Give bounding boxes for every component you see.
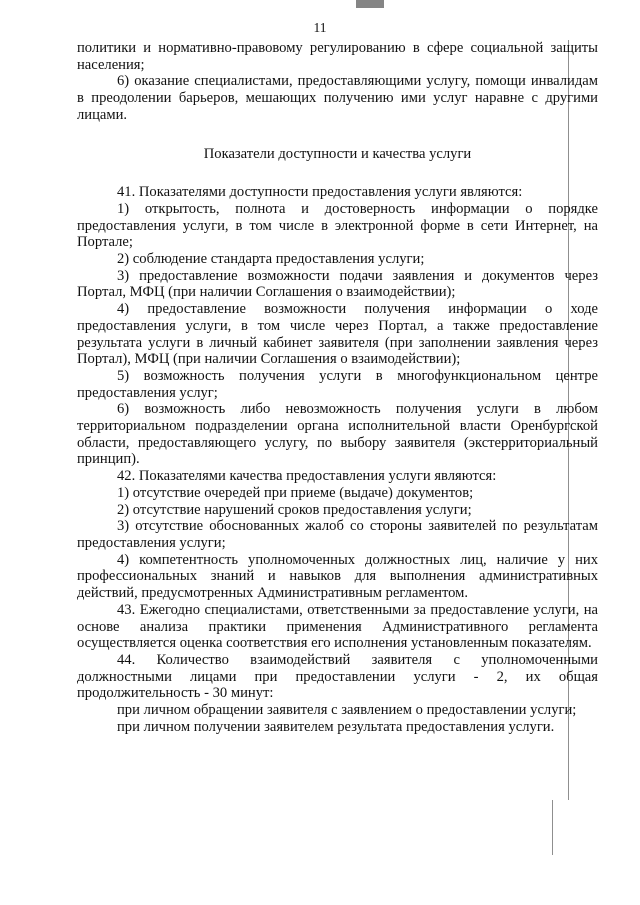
paragraph: 43. Ежегодно специалистами, ответственными за предоставление услуги, на основе анализа практики применения Административного регламента осуществляется оценка соответствия его исполнения установленным показателям.	[77, 601, 598, 652]
paragraph: 5) возможность получения услуги в многофункциональном центре предоставления услуг;	[77, 367, 598, 401]
section-heading: Показатели доступности и качества услуги	[203, 145, 472, 162]
paragraph: 6) возможность либо невозможность получения услуги в любом территориальном подразделении органа исполнительной власти Оренбургской области, предоставляющего услугу, по выбору заявителя (экстерриториальный принцип).	[77, 401, 598, 468]
paragraph: 4) компетентность уполномоченных должностных лиц, наличие у них профессиональных знаний и навыков для выполнения административных действий, предусмотренных Административным регламентом.	[77, 551, 598, 602]
paragraph: 42. Показателями качества предоставления услуги являются:	[117, 468, 497, 485]
paragraph: 2) отсутствие нарушений сроков предоставления услуги;	[117, 501, 472, 518]
document-body	[77, 40, 598, 735]
paragraph: 3) отсутствие обоснованных жалоб со стороны заявителей по результатам предоставления услуги;	[77, 518, 598, 551]
paragraph: 2) соблюдение стандарта предоставления услуги;	[117, 251, 425, 268]
paragraph: 4) предоставление возможности получения информации о ходе предоставления услуги, в том числе через Портал, а также предоставление результата услуги в личный кабинет заявителя (при заполнении заявления через Портал), МФЦ (при наличии Соглашения о взаимодействии);	[77, 301, 598, 368]
scan-artifact-line	[552, 800, 553, 855]
paragraph: 6) оказание специалистами, предоставляющими услугу, помощи инвалидам в преодолении барьеров, мешающих получению ими услуг наравне с другими лицами.	[77, 73, 598, 123]
scan-artifact-line	[356, 0, 384, 8]
paragraph: при личном обращении заявителя с заявлением о предоставлении услуги;	[117, 702, 577, 719]
paragraph: 3) предоставление возможности подачи заявления и документов через Портал, МФЦ (при наличии Соглашения о взаимодействии);	[77, 267, 598, 301]
page-number: 11	[313, 20, 327, 35]
paragraph: 1) открытость, полнота и достоверность информации о порядке предоставления услуги, в том числе в электронной форме в сети Интернет, на Портале;	[77, 200, 598, 251]
paragraph: 1) отсутствие очередей при приеме (выдаче) документов;	[117, 484, 474, 501]
paragraph: 44. Количество взаимодействий заявителя с уполномоченными должностными лицами при предоставлении услуги - 2, их общая продолжительность - 30 минут:	[77, 651, 598, 702]
paragraph: политики и нормативно-правовому регулированию в сфере социальной защиты населения;	[77, 40, 598, 73]
paragraph: при личном получении заявителем результата предоставления услуги.	[117, 718, 555, 735]
paragraph: 41. Показателями доступности предоставления услуги являются:	[117, 184, 523, 201]
